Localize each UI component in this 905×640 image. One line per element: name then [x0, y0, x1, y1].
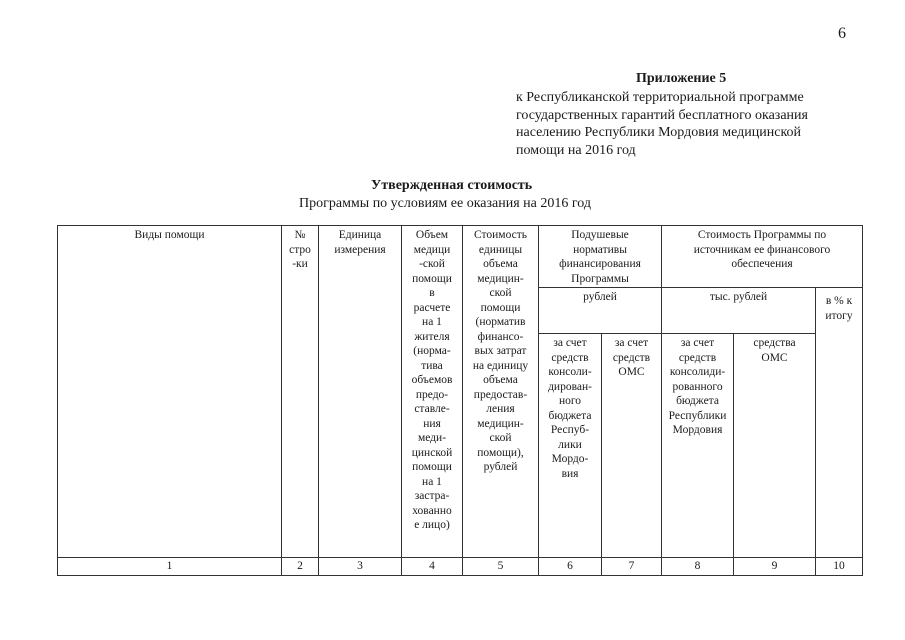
- appendix-line: к Республиканской территориальной программе: [516, 90, 804, 105]
- document-heading: Утвержденная стоимость: [371, 178, 533, 193]
- column-number: 6: [539, 558, 602, 576]
- column-number: 5: [463, 558, 539, 576]
- header-rubles: рублей: [539, 288, 662, 334]
- column-number: 2: [282, 558, 319, 576]
- appendix-line: государственных гарантий бесплатного оказания: [516, 107, 808, 123]
- appendix-description: [516, 89, 808, 159]
- header-unit: Единица измерения: [319, 226, 402, 558]
- header-thousand-rubles: тыс. рублей: [662, 288, 816, 334]
- column-number: 3: [319, 558, 402, 576]
- header-consolidated-budget-funds-thousand: за счет средств консолиди- рованного бюджета Республики Мордовия: [662, 334, 734, 558]
- header-unit-cost: Стоимость единицы объема медицин- ской помощи (норматив финансо- вых затрат на единицу объема предостав- ления медицин- ской помощи), рублей: [463, 226, 539, 558]
- appendix-line: помощи на 2016 год: [516, 142, 636, 158]
- column-number: 10: [816, 558, 863, 576]
- header-consolidated-budget-funds: за счет средств консоли- дирован- ного бюджета Респуб- лики Мордо- вия: [539, 334, 602, 558]
- cost-table: [57, 225, 863, 576]
- page-number: 6: [838, 25, 846, 42]
- column-number: 8: [662, 558, 734, 576]
- appendix-title: Приложение 5: [636, 71, 727, 86]
- header-oms-funds-thousand: средства ОМС: [734, 334, 816, 558]
- header-percent-of-total: в % к итогу: [816, 288, 863, 558]
- column-number: 9: [734, 558, 816, 576]
- header-row-number: № стро -ки: [282, 226, 319, 558]
- appendix-line: населению Республики Мордовия медицинской: [516, 125, 802, 140]
- column-number: 7: [602, 558, 662, 576]
- header-program-cost: Стоимость Программы по источникам ее финансового обеспечения: [662, 226, 863, 288]
- header-types-of-care: Виды помощи: [58, 226, 282, 558]
- column-number: 4: [402, 558, 463, 576]
- column-number: 1: [58, 558, 282, 576]
- header-per-capita-standards: Подушевые нормативы финансирования Программы: [539, 226, 662, 288]
- header-oms-funds: за счет средств ОМС: [602, 334, 662, 558]
- header-volume: Объем медици -ской помощи в расчете на 1 жителя (норма- тива объемов предо- ставле- ния меди- цинской помощи на 1 застра- хованно е лицо): [402, 226, 463, 558]
- document-subheading: Программы по условиям ее оказания на 2016 год: [299, 196, 592, 211]
